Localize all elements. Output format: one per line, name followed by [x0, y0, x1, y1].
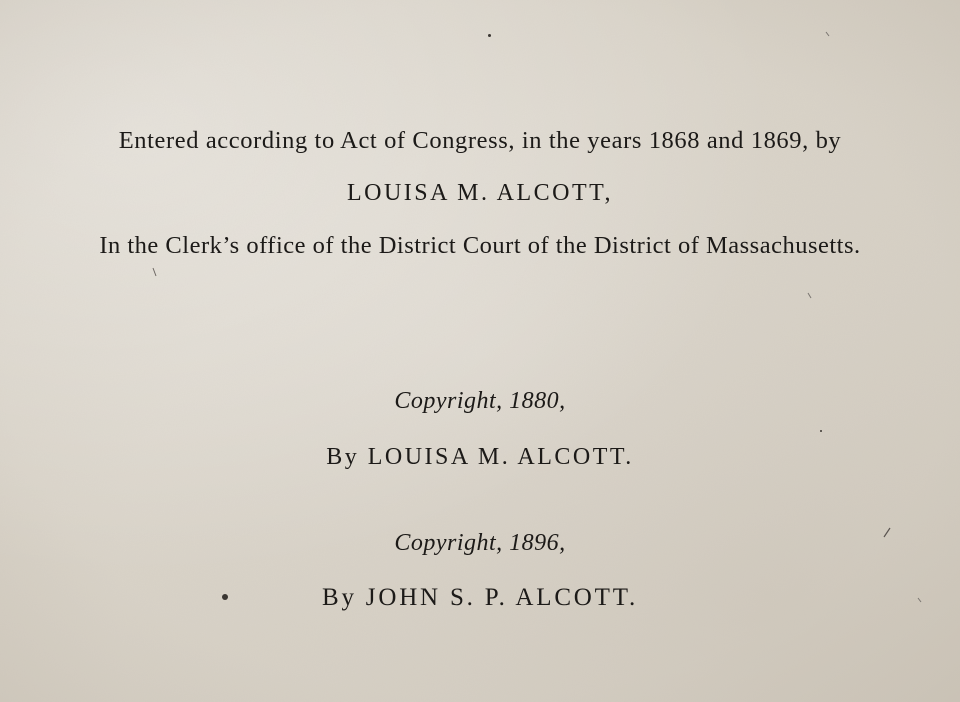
copyright-1896-holder: By JOHN S. P. ALCOTT.: [321, 584, 638, 611]
copyright-1880-holder: By LOUISA M. ALCOTT.: [326, 444, 634, 470]
ink-speck: [488, 34, 491, 37]
copyright-1896: Copyright, 1896,: [394, 530, 566, 556]
clerk-office-statement: In the Clerk’s office of the District Court of the District of Massachusetts.: [99, 232, 861, 259]
entered-statement: Entered according to Act of Congress, in the years 1868 and 1869, by: [118, 127, 842, 154]
ink-speck: [820, 430, 822, 432]
copyright-1880: Copyright, 1880,: [394, 388, 566, 414]
author-name: LOUISA M. ALCOTT,: [346, 180, 614, 206]
